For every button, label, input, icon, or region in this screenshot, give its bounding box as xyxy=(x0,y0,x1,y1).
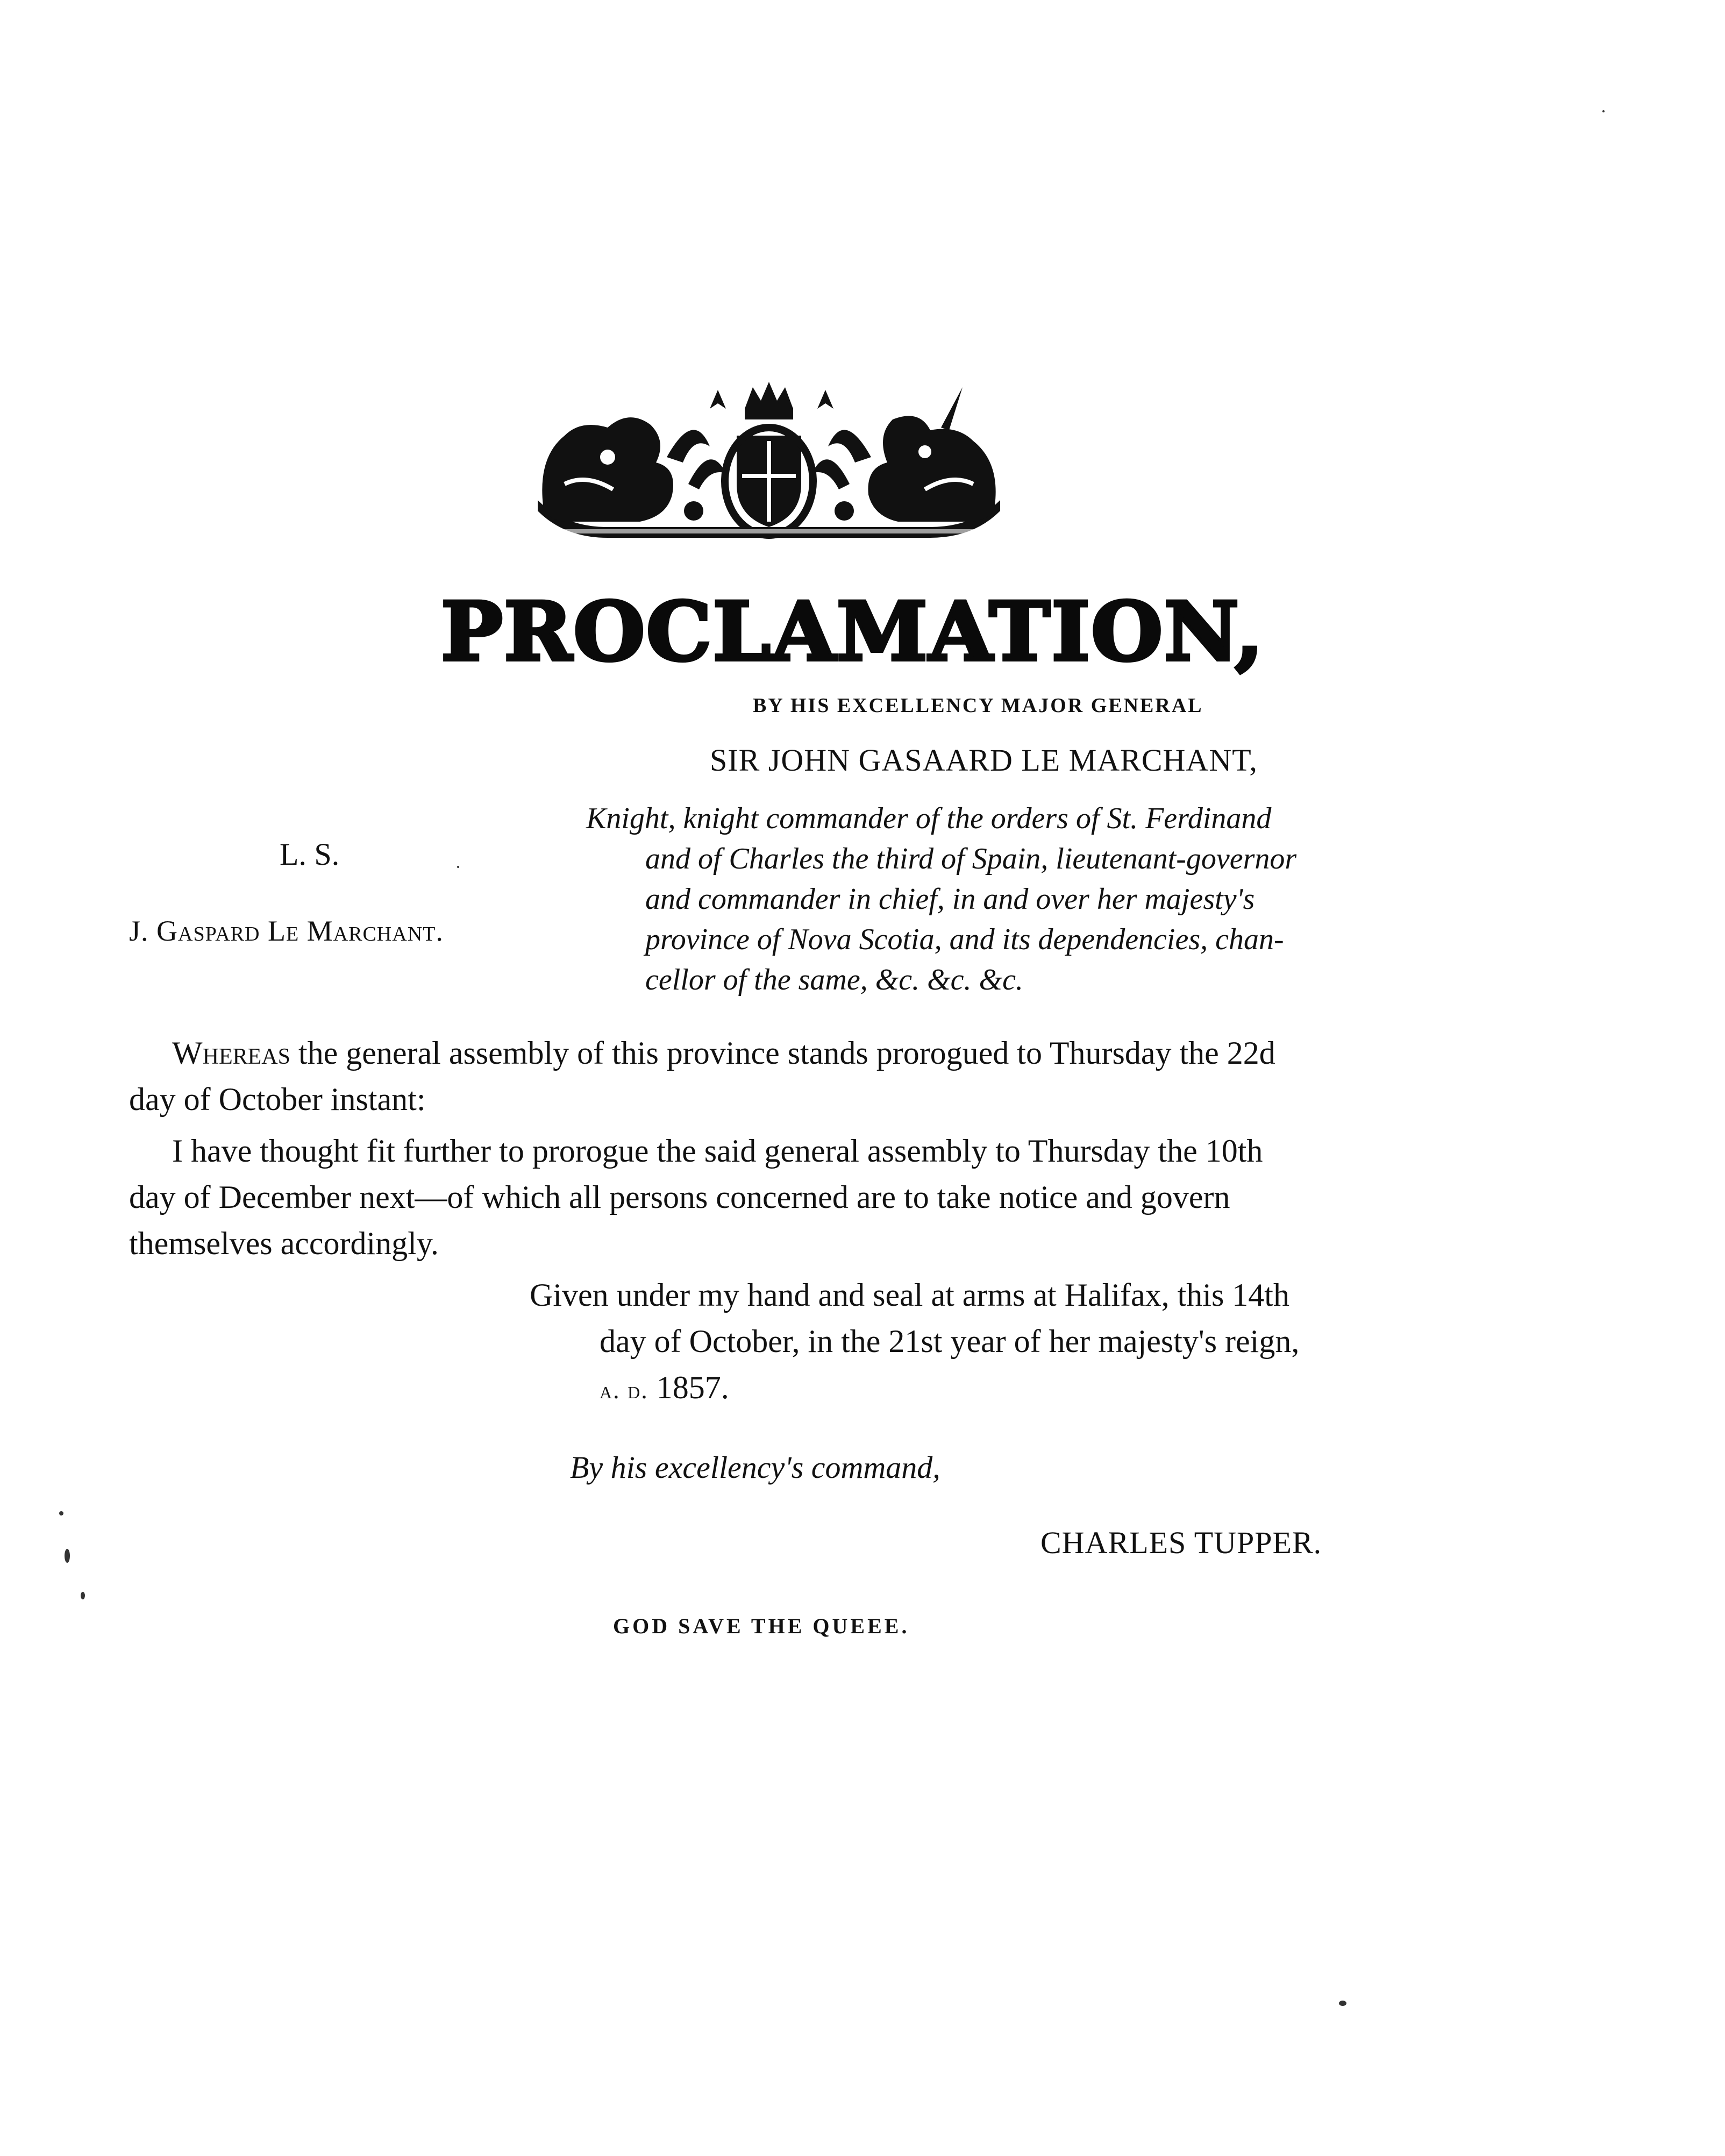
scan-speck xyxy=(59,1511,63,1515)
paragraph-line: themselves accordingly. xyxy=(129,1226,439,1261)
governor-titles xyxy=(586,799,1414,1000)
whereas-lead: Whereas xyxy=(172,1035,290,1071)
by-line: BY HIS EXCELLENCY MAJOR GENERAL xyxy=(753,694,1203,717)
scan-speck xyxy=(65,1549,70,1563)
given-line xyxy=(530,1364,1444,1413)
closing-salutation: GOD SAVE THE QUEEE. xyxy=(613,1614,910,1638)
scan-speck xyxy=(1339,2001,1346,2006)
titles-line: cellor of the same, &c. &c. &c. xyxy=(645,963,1023,997)
signer-left: J. Gaspard Le Marchant. xyxy=(129,915,444,947)
seal-mark: L. S. xyxy=(280,837,340,872)
titles-line: and commander in chief, in and over her majesty's xyxy=(645,883,1255,916)
by-command: By his excellency's command, xyxy=(570,1450,940,1485)
paragraph-line: day of December next—of which all persons concerned are to take notice and govern xyxy=(129,1179,1230,1215)
royal-arms-emblem xyxy=(532,376,1006,549)
signer-right: CHARLES TUPPER. xyxy=(1040,1525,1322,1560)
era-abbrev: a. d. xyxy=(600,1376,648,1404)
paragraph-text: the general assembly of this province stands prorogued to Thursday the 22d xyxy=(290,1035,1275,1071)
paragraph-whereas xyxy=(129,1030,1409,1122)
paragraph-line xyxy=(129,1030,1409,1076)
paragraph-prorogue xyxy=(129,1128,1409,1266)
paragraph-line: I have thought fit further to prorogue the said general assembly to Thursday the 10th xyxy=(172,1133,1263,1169)
titles-line: province of Nova Scotia, and its dependencies, chan- xyxy=(645,923,1284,956)
titles-line: and of Charles the third of Spain, lieutenant-governor xyxy=(645,842,1297,876)
given-line: Given under my hand and seal at arms at Halifax, this 14th xyxy=(530,1277,1289,1313)
governor-name: SIR JOHN GASAARD LE MARCHANT, xyxy=(710,743,1258,778)
proclamation-body xyxy=(129,1030,1409,1272)
given-line: day of October, in the 21st year of her majesty's reign, xyxy=(600,1324,1300,1359)
scan-speck xyxy=(1602,110,1605,112)
scan-speck xyxy=(81,1592,85,1599)
titles-line: Knight, knight commander of the orders of St. Ferdinand xyxy=(586,802,1272,835)
proclamation-heading xyxy=(441,585,1265,679)
given-year: 1857. xyxy=(648,1370,729,1405)
given-under-hand xyxy=(530,1272,1444,1413)
heading-text: PROCLAMATION, xyxy=(441,585,1265,679)
scan-speck xyxy=(457,866,459,868)
paragraph-line: day of October instant: xyxy=(129,1081,426,1117)
